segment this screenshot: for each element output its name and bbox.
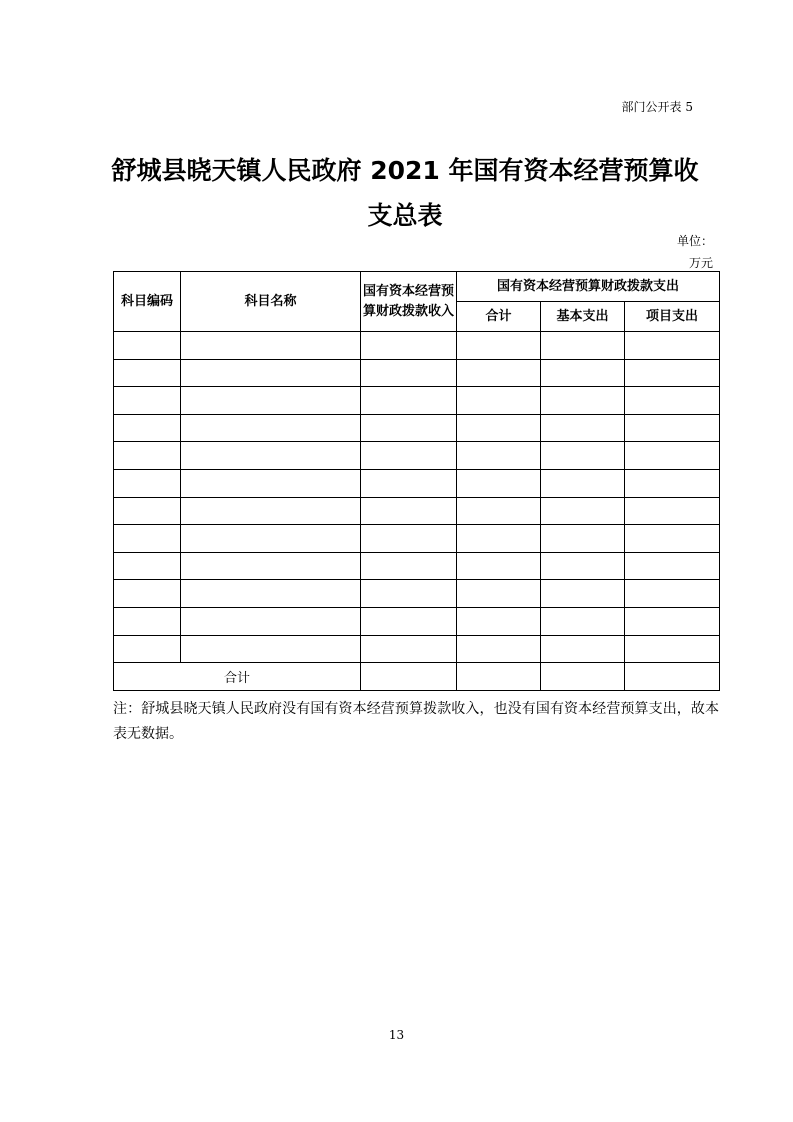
cell-project xyxy=(625,332,720,360)
cell-name xyxy=(181,580,361,608)
cell-basic xyxy=(541,332,625,360)
cell-code xyxy=(114,359,181,387)
header-expense-basic: 基本支出 xyxy=(541,302,625,332)
footnote: 注：舒城县晓天镇人民政府没有国有资本经营预算拨款收入，也没有国有资本经营预算支出，故本表无数据。 xyxy=(113,701,719,742)
page-number: 13 xyxy=(388,1028,405,1042)
unit-label: 单位： xyxy=(676,234,713,248)
unit-block xyxy=(677,230,713,274)
cell-code xyxy=(114,387,181,415)
table-row xyxy=(114,469,720,497)
cell-income xyxy=(361,552,457,580)
cell-basic xyxy=(541,359,625,387)
cell-total xyxy=(457,552,541,580)
cell-basic xyxy=(541,607,625,635)
cell-project xyxy=(625,552,720,580)
cell-total xyxy=(457,469,541,497)
cell-name xyxy=(181,525,361,553)
budget-table xyxy=(113,271,720,691)
cell-project xyxy=(625,635,720,663)
cell-basic xyxy=(541,635,625,663)
page-title: 舒城县晓天镇人民政府 2021 年国有资本经营预算收支总表 xyxy=(111,156,699,230)
form-tag: 部门公开表 5 xyxy=(621,100,693,114)
cell-total xyxy=(457,635,541,663)
cell-code xyxy=(114,580,181,608)
cell-code xyxy=(114,552,181,580)
header-code: 科目编码 xyxy=(114,272,181,332)
total-expense-total xyxy=(457,663,541,691)
table-row xyxy=(114,442,720,470)
total-expense-basic xyxy=(541,663,625,691)
cell-basic xyxy=(541,497,625,525)
unit-value: 万元 xyxy=(688,256,713,270)
cell-project xyxy=(625,497,720,525)
cell-total xyxy=(457,414,541,442)
cell-name xyxy=(181,552,361,580)
cell-name xyxy=(181,387,361,415)
cell-income xyxy=(361,359,457,387)
cell-name xyxy=(181,414,361,442)
cell-income xyxy=(361,469,457,497)
table-row xyxy=(114,607,720,635)
cell-income xyxy=(361,414,457,442)
cell-income xyxy=(361,635,457,663)
header-income: 国有资本经营预算财政拨款收入 xyxy=(361,272,457,332)
cell-income xyxy=(361,525,457,553)
cell-basic xyxy=(541,469,625,497)
cell-project xyxy=(625,525,720,553)
table-row xyxy=(114,525,720,553)
cell-code xyxy=(114,332,181,360)
cell-project xyxy=(625,607,720,635)
cell-project xyxy=(625,469,720,497)
cell-name xyxy=(181,497,361,525)
header-expense-total: 合计 xyxy=(457,302,541,332)
table-row xyxy=(114,497,720,525)
cell-total xyxy=(457,497,541,525)
cell-name xyxy=(181,359,361,387)
table-row xyxy=(114,552,720,580)
cell-basic xyxy=(541,552,625,580)
cell-total xyxy=(457,332,541,360)
cell-name xyxy=(181,469,361,497)
cell-basic xyxy=(541,414,625,442)
cell-income xyxy=(361,497,457,525)
total-expense-project xyxy=(625,663,720,691)
cell-income xyxy=(361,580,457,608)
cell-income xyxy=(361,607,457,635)
header-name: 科目名称 xyxy=(181,272,361,332)
table-row xyxy=(114,635,720,663)
cell-basic xyxy=(541,387,625,415)
cell-project xyxy=(625,414,720,442)
cell-project xyxy=(625,580,720,608)
total-row xyxy=(114,663,720,691)
cell-code xyxy=(114,497,181,525)
cell-total xyxy=(457,525,541,553)
cell-name xyxy=(181,332,361,360)
cell-code xyxy=(114,607,181,635)
cell-income xyxy=(361,442,457,470)
cell-code xyxy=(114,442,181,470)
total-income xyxy=(361,663,457,691)
table-row xyxy=(114,359,720,387)
cell-total xyxy=(457,442,541,470)
table-row xyxy=(114,387,720,415)
cell-income xyxy=(361,387,457,415)
cell-basic xyxy=(541,525,625,553)
table-row xyxy=(114,580,720,608)
total-label: 合计 xyxy=(114,663,361,691)
cell-name xyxy=(181,607,361,635)
cell-code xyxy=(114,414,181,442)
cell-code xyxy=(114,525,181,553)
cell-project xyxy=(625,442,720,470)
cell-total xyxy=(457,359,541,387)
cell-total xyxy=(457,580,541,608)
cell-name xyxy=(181,442,361,470)
cell-total xyxy=(457,387,541,415)
cell-basic xyxy=(541,442,625,470)
cell-project xyxy=(625,359,720,387)
cell-project xyxy=(625,387,720,415)
cell-basic xyxy=(541,580,625,608)
table-body xyxy=(114,332,720,663)
cell-code xyxy=(114,469,181,497)
cell-income xyxy=(361,332,457,360)
header-expense-group: 国有资本经营预算财政拨款支出 xyxy=(457,272,720,302)
table-row xyxy=(114,332,720,360)
cell-total xyxy=(457,607,541,635)
header-expense-project: 项目支出 xyxy=(625,302,720,332)
table-row xyxy=(114,414,720,442)
cell-name xyxy=(181,635,361,663)
cell-code xyxy=(114,635,181,663)
